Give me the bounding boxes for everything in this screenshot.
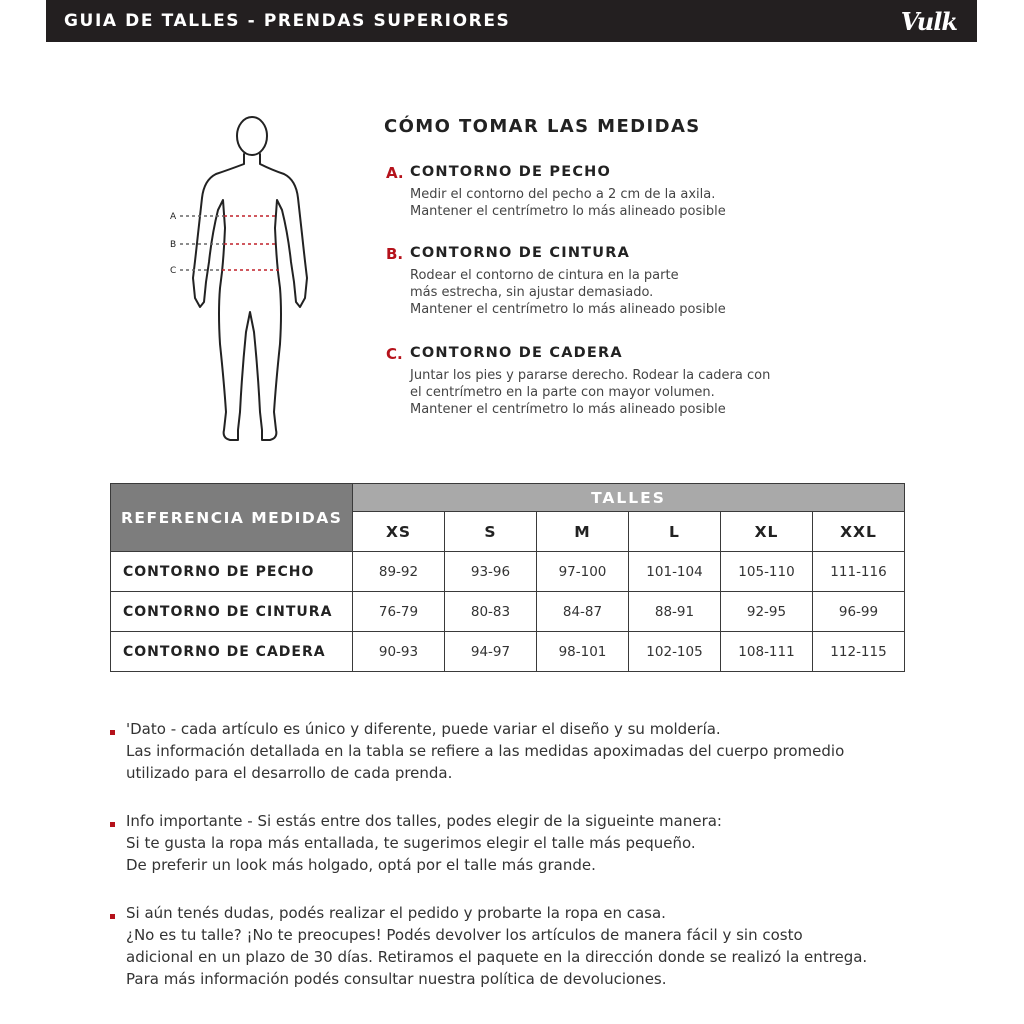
size-col-m: M [537,512,629,552]
step-text-line: Mantener el centrímetro lo más alineado posible [410,302,726,317]
note-line: Si aún tenés dudas, podés realizar el pedido y probarte la ropa en casa. [126,904,666,922]
size-table [110,483,905,672]
note-line: ¿No es tu talle? ¡No te preocupes! Podés devolver los artículos de manera fácil y sin costo [126,926,803,944]
bullet-icon [110,822,115,827]
step-text-line: más estrecha, sin ajustar demasiado. [410,285,654,300]
brand-logo: Vulk [900,6,957,36]
table-cell: 76-79 [353,592,445,632]
row-label: CONTORNO DE CADERA [111,632,353,672]
table-cell: 101-104 [629,552,721,592]
size-col-xs: XS [353,512,445,552]
page-title: GUIA DE TALLES - PRENDAS SUPERIORES [64,11,511,31]
table-cell: 88-91 [629,592,721,632]
note-line: Info importante - Si estás entre dos talles, podes elegir de la sigueinte manera: [126,812,722,830]
step-text-line: Juntar los pies y pararse derecho. Rodear la cadera con [410,368,771,383]
step-letter: B. [386,245,404,263]
table-cell: 96-99 [813,592,905,632]
step-text-line: Mantener el centrímetro lo más alineado posible [410,204,726,219]
step-title: CONTORNO DE CINTURA [410,245,631,261]
size-col-s: S [445,512,537,552]
note-line: De preferir un look más holgado, optá por el talle más grande. [126,856,596,874]
table-cell: 98-101 [537,632,629,672]
note-line: adicional en un plazo de 30 días. Retiramos el paquete en la dirección donde se realizó la entrega. [126,948,868,966]
step-waist [384,245,726,318]
table-row-hip [111,632,905,672]
note-line: utilizado para el desarrollo de cada prenda. [126,764,453,782]
table-row-waist [111,592,905,632]
table-cell: 90-93 [353,632,445,672]
note-info-importante [110,810,722,876]
table-cell: 112-115 [813,632,905,672]
step-text-line: Medir el contorno del pecho a 2 cm de la axila. [410,187,716,202]
step-letter: A. [386,164,404,182]
note-line: Para más información podés consultar nuestra política de devoluciones. [126,970,667,988]
table-cell: 97-100 [537,552,629,592]
measurement-instructions [384,116,844,417]
step-text-line: Rodear el contorno de cintura en la parte [410,268,679,283]
row-label: CONTORNO DE CINTURA [111,592,353,632]
size-col-l: L [629,512,721,552]
step-title: CONTORNO DE CADERA [410,345,623,361]
marker-c: C [170,266,177,276]
table-cell: 89-92 [353,552,445,592]
table-cell: 84-87 [537,592,629,632]
table-cell: 105-110 [721,552,813,592]
step-title: CONTORNO DE PECHO [410,164,612,180]
bullet-icon [110,730,115,735]
step-text-line: el centrímetro en la parte con mayor volumen. [410,385,715,400]
note-dato [110,718,844,784]
step-text-line: Mantener el centrímetro lo más alineado posible [410,402,726,417]
table-cell: 80-83 [445,592,537,632]
table-cell: 94-97 [445,632,537,672]
note-returns [110,902,867,990]
size-col-xl: XL [721,512,813,552]
note-line: Las información detallada en la tabla se refiere a las medidas apoximadas del cuerpo promedio [126,742,845,760]
instructions-title: CÓMO TOMAR LAS MEDIDAS [384,116,701,137]
step-hip [384,345,770,418]
reference-header: REFERENCIA MEDIDAS [111,484,353,552]
marker-b: B [170,240,177,250]
body-figure-illustration [168,112,318,448]
body-outline-icon [168,112,318,448]
marker-a: A [170,212,177,222]
step-letter: C. [386,345,403,363]
note-line: 'Dato - cada artículo es único y diferente, puede variar el diseño y su moldería. [126,720,721,738]
header-bar [46,0,977,42]
size-col-xxl: XXL [813,512,905,552]
note-line: Si te gusta la ropa más entallada, te sugerimos elegir el talle más pequeño. [126,834,696,852]
table-cell: 93-96 [445,552,537,592]
table-cell: 92-95 [721,592,813,632]
row-label: CONTORNO DE PECHO [111,552,353,592]
step-chest [384,164,726,220]
table-cell: 111-116 [813,552,905,592]
table-cell: 108-111 [721,632,813,672]
sizes-header: TALLES [353,484,905,512]
table-cell: 102-105 [629,632,721,672]
table-row-chest [111,552,905,592]
bullet-icon [110,914,115,919]
